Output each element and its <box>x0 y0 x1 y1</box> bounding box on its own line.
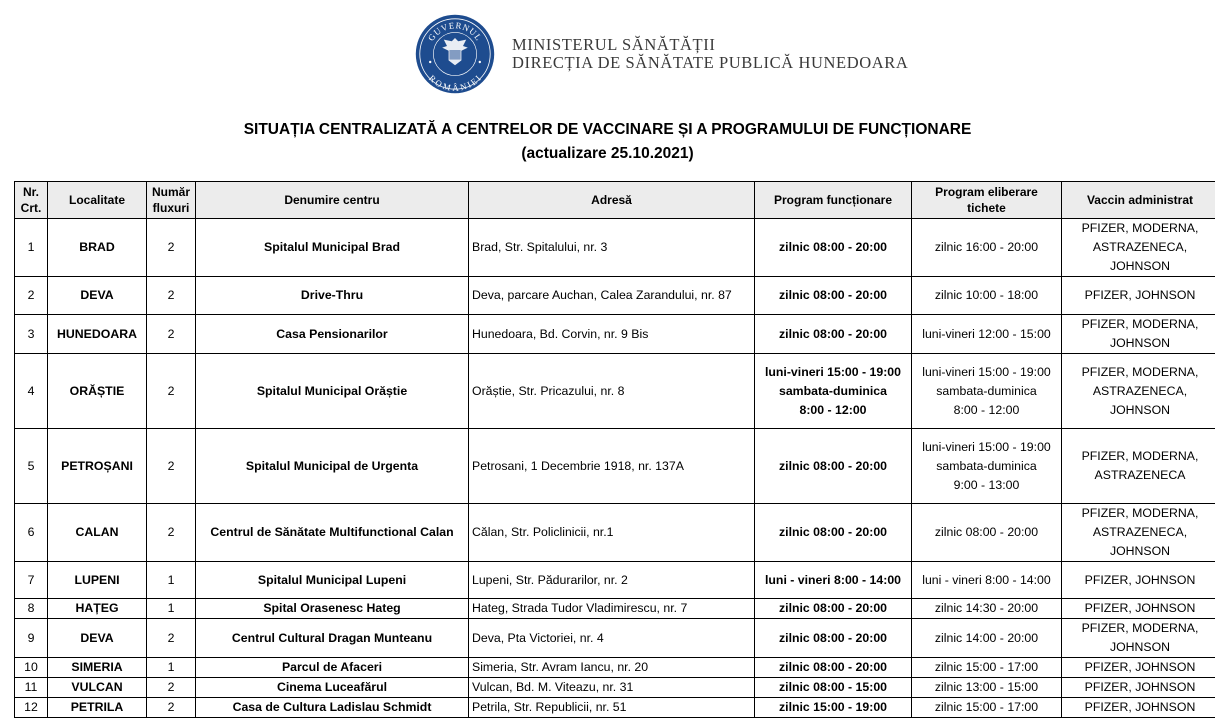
table-row <box>15 698 1215 718</box>
cell-program-functionare <box>755 429 912 504</box>
cell-program-functionare <box>755 678 912 698</box>
header-label: Localitate <box>68 193 125 207</box>
cell-adresa: Hateg, Strada Tudor Vladimirescu, nr. 7 <box>469 599 755 619</box>
table-row <box>15 619 1215 658</box>
cell-vaccin <box>1062 504 1215 562</box>
cell-vaccin-line: PFIZER, MODERNA, <box>1081 449 1199 463</box>
table-row <box>15 562 1215 599</box>
cell-program-functionare <box>755 277 912 315</box>
cell-adresa: Lupeni, Str. Pădurarilor, nr. 2 <box>469 562 755 599</box>
cell-program-functionare-line: zilnic 08:00 - 20:00 <box>779 326 887 341</box>
cell-adresa: Deva, parcare Auchan, Calea Zarandului, nr. 87 <box>469 277 755 315</box>
table-row <box>15 315 1215 354</box>
cell-program-functionare-line: zilnic 08:00 - 20:00 <box>779 458 887 473</box>
header-program-tichete <box>912 182 1062 219</box>
cell-vaccin-line: ASTRAZENECA, JOHNSON <box>1092 383 1188 417</box>
header-label: Vaccin administrat <box>1086 193 1194 207</box>
cell-fluxuri: 1 <box>147 599 196 619</box>
cell-program-tichete <box>912 599 1062 619</box>
cell-program-tichete <box>912 619 1062 658</box>
cell-program-functionare-line: sambata-duminica <box>779 383 887 398</box>
cell-program-tichete-line: zilnic 13:00 - 15:00 <box>934 680 1039 694</box>
header-label: fluxuri <box>152 201 190 215</box>
header-label: Denumire centru <box>284 193 380 207</box>
header-label: Crt. <box>20 201 42 215</box>
cell-adresa: Petrosani, 1 Decembrie 1918, nr. 137A <box>469 429 755 504</box>
cell-nr: 2 <box>15 277 48 315</box>
cell-vaccin <box>1062 619 1215 658</box>
cell-vaccin-line: PFIZER, JOHNSON <box>1084 660 1196 674</box>
svg-text:ROMÂNIEI: ROMÂNIEI <box>426 72 484 93</box>
cell-vaccin-line: PFIZER, JOHNSON <box>1084 572 1196 587</box>
cell-program-functionare-line: zilnic 08:00 - 20:00 <box>779 240 887 254</box>
cell-vaccin <box>1062 599 1215 619</box>
header-label: Program funcționare <box>773 193 893 207</box>
cell-vaccin-line: PFIZER, MODERNA, <box>1081 221 1199 235</box>
table-body <box>15 219 1215 718</box>
header-adresa <box>469 182 755 219</box>
cell-program-tichete-line: luni - vineri 8:00 - 14:00 <box>922 572 1051 587</box>
table-row <box>15 658 1215 678</box>
header-program-functionare <box>755 182 912 219</box>
cell-program-tichete-line: zilnic 10:00 - 18:00 <box>934 288 1039 302</box>
cell-program-functionare <box>755 658 912 678</box>
cell-adresa: Petrila, Str. Republicii, nr. 51 <box>469 698 755 718</box>
svg-text:GUVERNUL: GUVERNUL <box>425 20 485 43</box>
cell-adresa: Călan, Str. Policlinicii, nr.1 <box>469 504 755 562</box>
cell-vaccin-line: PFIZER, MODERNA, <box>1081 364 1199 379</box>
cell-centru: Casa Pensionarilor <box>196 315 469 354</box>
cell-program-tichete-line: zilnic 15:00 - 17:00 <box>934 700 1039 714</box>
cell-vaccin <box>1062 219 1215 277</box>
table-row <box>15 678 1215 698</box>
cell-nr: 4 <box>15 354 48 429</box>
cell-program-tichete <box>912 562 1062 599</box>
document-subtitle: (actualizare 25.10.2021) <box>521 145 694 162</box>
header-label: Număr <box>151 185 190 199</box>
cell-nr: 8 <box>15 599 48 619</box>
cell-program-functionare <box>755 219 912 277</box>
table-header-row <box>15 182 1215 219</box>
document-title: SITUAȚIA CENTRALIZATĂ A CENTRELOR DE VACCINARE ȘI A PROGRAMULUI DE FUNCȚIONARE <box>243 121 972 138</box>
cell-fluxuri: 2 <box>147 429 196 504</box>
cell-centru: Centrul de Sănătate Multifunctional Calan <box>196 504 469 562</box>
cell-fluxuri: 2 <box>147 619 196 658</box>
cell-program-tichete-line: sambata-duminica <box>936 458 1037 473</box>
cell-program-functionare-line: zilnic 15:00 - 19:00 <box>779 700 887 714</box>
table-row <box>15 504 1215 562</box>
cell-fluxuri: 1 <box>147 658 196 678</box>
header-nr-crt <box>15 182 48 219</box>
cell-program-functionare <box>755 619 912 658</box>
cell-program-functionare <box>755 698 912 718</box>
vaccination-centers-table <box>14 181 1215 718</box>
cell-centru: Spitalul Municipal Orăștie <box>196 354 469 429</box>
cell-localitate: BRAD <box>48 219 147 277</box>
cell-adresa: Orăștie, Str. Pricazului, nr. 8 <box>469 354 755 429</box>
cell-vaccin-line: PFIZER, JOHNSON <box>1084 601 1196 615</box>
cell-adresa: Simeria, Str. Avram Iancu, nr. 20 <box>469 658 755 678</box>
table-row <box>15 429 1215 504</box>
cell-program-functionare <box>755 599 912 619</box>
cell-program-tichete-line: luni-vineri 15:00 - 19:00 <box>922 364 1051 379</box>
cell-nr: 11 <box>15 678 48 698</box>
cell-localitate: PETROȘANI <box>48 429 147 504</box>
cell-fluxuri: 2 <box>147 678 196 698</box>
table-row <box>15 219 1215 277</box>
cell-program-tichete-line: sambata-duminica <box>936 383 1037 398</box>
cell-vaccin <box>1062 429 1215 504</box>
cell-localitate: ORĂȘTIE <box>48 354 147 429</box>
cell-program-functionare-line: zilnic 08:00 - 20:00 <box>779 660 887 674</box>
cell-program-tichete-line: luni-vineri 12:00 - 15:00 <box>922 326 1051 341</box>
cell-centru: Spitalul Municipal de Urgenta <box>196 429 469 504</box>
cell-nr: 5 <box>15 429 48 504</box>
guvernul-romaniei-seal-icon <box>415 14 495 94</box>
header-label: Nr. <box>22 185 39 199</box>
letterhead <box>415 14 908 94</box>
cell-vaccin <box>1062 678 1215 698</box>
cell-program-tichete <box>912 429 1062 504</box>
cell-program-functionare-line: zilnic 08:00 - 20:00 <box>779 630 887 645</box>
cell-program-tichete-line: zilnic 08:00 - 20:00 <box>934 525 1039 539</box>
cell-program-functionare <box>755 315 912 354</box>
cell-program-functionare-line: zilnic 08:00 - 20:00 <box>779 601 887 615</box>
cell-centru: Centrul Cultural Dragan Munteanu <box>196 619 469 658</box>
cell-vaccin <box>1062 562 1215 599</box>
cell-vaccin <box>1062 658 1215 678</box>
cell-program-functionare-line: zilnic 08:00 - 20:00 <box>779 525 887 539</box>
directorate-name: DIRECȚIA DE SĂNĂTATE PUBLICĂ HUNEDOARA <box>512 53 909 72</box>
cell-program-tichete <box>912 315 1062 354</box>
cell-vaccin-line: PFIZER, MODERNA, <box>1081 317 1199 331</box>
cell-nr: 7 <box>15 562 48 599</box>
cell-program-tichete <box>912 698 1062 718</box>
cell-nr: 10 <box>15 658 48 678</box>
cell-adresa: Deva, Pta Victoriei, nr. 4 <box>469 619 755 658</box>
cell-program-tichete-line: zilnic 14:30 - 20:00 <box>934 601 1039 615</box>
cell-vaccin <box>1062 315 1215 354</box>
cell-program-tichete-line: 9:00 - 13:00 <box>953 477 1020 492</box>
cell-fluxuri: 2 <box>147 277 196 315</box>
table-row <box>15 354 1215 429</box>
cell-program-functionare <box>755 354 912 429</box>
cell-vaccin <box>1062 698 1215 718</box>
organization-name <box>512 36 908 72</box>
cell-vaccin <box>1062 277 1215 315</box>
cell-vaccin <box>1062 354 1215 429</box>
cell-centru: Spitalul Municipal Lupeni <box>196 562 469 599</box>
cell-localitate: PETRILA <box>48 698 147 718</box>
cell-nr: 6 <box>15 504 48 562</box>
cell-adresa: Vulcan, Bd. M. Viteazu, nr. 31 <box>469 678 755 698</box>
cell-program-functionare-line: 8:00 - 12:00 <box>799 402 867 417</box>
cell-vaccin-line: JOHNSON <box>1109 640 1171 654</box>
cell-vaccin-line: ASTRAZENECA, JOHNSON <box>1092 525 1188 558</box>
cell-centru: Spitalul Municipal Brad <box>196 219 469 277</box>
cell-program-functionare <box>755 562 912 599</box>
table-row <box>15 277 1215 315</box>
cell-localitate: DEVA <box>48 619 147 658</box>
cell-vaccin-line: ASTRAZENECA <box>1094 468 1186 482</box>
cell-localitate: LUPENI <box>48 562 147 599</box>
header-label: Program eliberare tichete <box>935 185 1038 215</box>
cell-fluxuri: 2 <box>147 315 196 354</box>
cell-localitate: CALAN <box>48 504 147 562</box>
header-localitate <box>48 182 147 219</box>
cell-program-functionare-line: luni-vineri 15:00 - 19:00 <box>764 364 901 379</box>
cell-vaccin-line: PFIZER, JOHNSON <box>1084 288 1196 302</box>
cell-localitate: HUNEDOARA <box>48 315 147 354</box>
cell-fluxuri: 2 <box>147 354 196 429</box>
cell-fluxuri: 1 <box>147 562 196 599</box>
cell-vaccin-line: PFIZER, MODERNA, <box>1081 506 1199 520</box>
cell-program-tichete <box>912 504 1062 562</box>
cell-fluxuri: 2 <box>147 504 196 562</box>
cell-program-functionare-line: zilnic 08:00 - 15:00 <box>779 680 887 694</box>
cell-program-functionare <box>755 504 912 562</box>
header-denumire-centru <box>196 182 469 219</box>
cell-vaccin-line: PFIZER, MODERNA, <box>1081 621 1199 635</box>
cell-centru: Spital Orasenesc Hateg <box>196 599 469 619</box>
cell-localitate: HAȚEG <box>48 599 147 619</box>
cell-program-tichete-line: zilnic 14:00 - 20:00 <box>934 630 1039 645</box>
cell-adresa: Hunedoara, Bd. Corvin, nr. 9 Bis <box>469 315 755 354</box>
cell-localitate: SIMERIA <box>48 658 147 678</box>
cell-centru: Cinema Luceafărul <box>196 678 469 698</box>
header-numar-fluxuri <box>147 182 196 219</box>
cell-program-tichete-line: zilnic 16:00 - 20:00 <box>934 240 1039 254</box>
cell-nr: 3 <box>15 315 48 354</box>
cell-centru: Parcul de Afaceri <box>196 658 469 678</box>
cell-program-functionare-line: zilnic 08:00 - 20:00 <box>779 288 887 302</box>
cell-vaccin-line: PFIZER, JOHNSON <box>1084 680 1196 694</box>
cell-localitate: VULCAN <box>48 678 147 698</box>
cell-nr: 9 <box>15 619 48 658</box>
cell-program-tichete <box>912 658 1062 678</box>
table-row <box>15 599 1215 619</box>
cell-localitate: DEVA <box>48 277 147 315</box>
ministry-name: MINISTERUL SĂNĂTĂȚII <box>512 35 716 54</box>
cell-nr: 1 <box>15 219 48 277</box>
cell-centru: Casa de Cultura Ladislau Schmidt <box>196 698 469 718</box>
header-label: Adresă <box>591 193 632 207</box>
cell-program-tichete-line: zilnic 15:00 - 17:00 <box>934 660 1039 674</box>
cell-fluxuri: 2 <box>147 698 196 718</box>
cell-program-tichete <box>912 277 1062 315</box>
document-title-block <box>0 118 1215 166</box>
cell-program-functionare-line: luni - vineri 8:00 - 14:00 <box>765 572 901 587</box>
cell-centru: Drive-Thru <box>196 277 469 315</box>
cell-nr: 12 <box>15 698 48 718</box>
cell-program-tichete-line: luni-vineri 15:00 - 19:00 <box>922 439 1051 454</box>
header-vaccin <box>1062 182 1215 219</box>
cell-adresa: Brad, Str. Spitalului, nr. 3 <box>469 219 755 277</box>
cell-vaccin-line: PFIZER, JOHNSON <box>1084 700 1196 714</box>
cell-program-tichete <box>912 219 1062 277</box>
cell-fluxuri: 2 <box>147 219 196 277</box>
cell-vaccin-line: ASTRAZENECA, JOHNSON <box>1092 240 1188 273</box>
cell-vaccin-line: JOHNSON <box>1109 336 1171 350</box>
cell-program-tichete <box>912 678 1062 698</box>
cell-program-tichete-line: 8:00 - 12:00 <box>953 402 1020 417</box>
cell-program-tichete <box>912 354 1062 429</box>
